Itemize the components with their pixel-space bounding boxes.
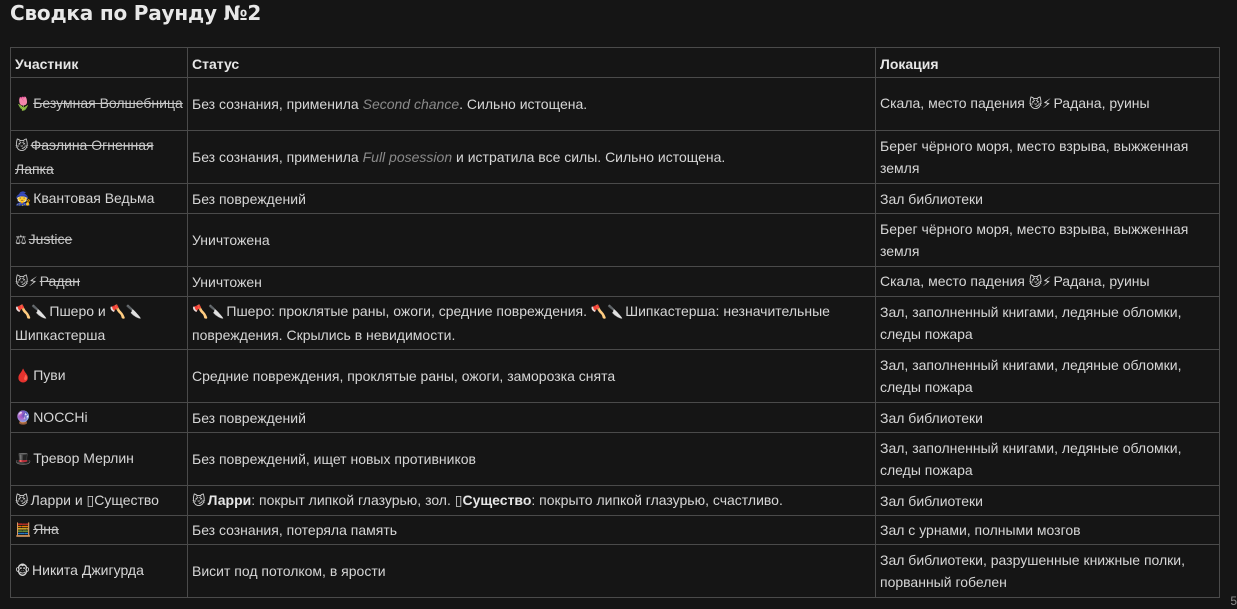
status-bold-name: Существо: [462, 491, 532, 508]
location-cell: [876, 267, 1220, 297]
location-cell: Зал с урнами, полными мозгов: [876, 516, 1220, 545]
participant-name: Фаэлина Огненная Лапка: [15, 137, 154, 177]
axe-knife-icon: 🪓🔪: [15, 305, 48, 320]
participant-cell: [11, 403, 188, 433]
participant-cell: [11, 267, 188, 297]
status-ability: Second chance: [362, 96, 460, 112]
status-cell: [188, 486, 876, 516]
participant-name-struck: [15, 521, 59, 537]
location-cell: Зал, заполненный книгами, ледяные обломки, следы пожара: [876, 433, 1220, 486]
column-header-participant: Участник: [11, 48, 188, 78]
status-cell: [188, 78, 876, 131]
participant-name: Пшеро и: [49, 303, 106, 319]
location-text: Скала, место падения: [880, 272, 1029, 289]
top-hat-icon: 🎩: [15, 452, 32, 467]
participant-name: Никита Джигурда: [32, 562, 144, 578]
participant-cell: [11, 516, 188, 545]
scales-icon: ⚖: [15, 233, 27, 248]
location-text: Скала, место падения: [880, 95, 1029, 111]
cat-lightning-icon: 😼⚡: [1028, 274, 1052, 290]
status-ability: Full posession: [362, 149, 453, 165]
axe-knife-icon: 🪓🔪: [590, 305, 624, 320]
table-body: [11, 78, 1220, 598]
status-cell: Уничтожен: [188, 267, 876, 297]
participant-name: NOCCHi: [33, 408, 88, 425]
status-text: и истратила все силы. Сильно истощена.: [452, 149, 726, 165]
location-cell: Зал, заполненный книгами, ледяные обломки, следы пожара: [876, 297, 1220, 350]
table-row: [11, 516, 1220, 545]
participant-cell: [11, 545, 188, 598]
witch-icon: 🧙: [15, 191, 32, 207]
table-row: [11, 350, 1220, 403]
participant-cell: [11, 78, 188, 131]
table-row: [11, 267, 1220, 297]
status-text: : покрыт липкой глазурью, зол. ▯: [251, 491, 463, 508]
participant-cell: [11, 486, 188, 516]
table-row: [11, 433, 1220, 486]
participant-cell: [11, 433, 188, 486]
status-text: Без сознания, применила: [192, 96, 363, 112]
axe-knife-icon: 🪓🔪: [192, 305, 225, 320]
location-cell: Зал библиотеки: [876, 184, 1220, 214]
status-cell: [188, 131, 876, 184]
participant-cell: [11, 350, 188, 403]
participant-cell: [11, 214, 188, 267]
status-text: Пшеро: проклятые раны, ожоги, средние повреждения.: [226, 303, 591, 319]
location-cell: Берег чёрного моря, место взрыва, выжженная земля: [876, 214, 1220, 267]
participant-name: Шипкастерша: [15, 327, 106, 343]
status-cell: Без сознания, потеряла память: [188, 516, 876, 545]
location-cell: Берег чёрного моря, место взрыва, выжженная земля: [876, 131, 1220, 184]
participant-name: Квантовая Ведьма: [33, 189, 155, 206]
participant-name: Justice: [28, 231, 73, 247]
status-cell: [188, 297, 876, 350]
participant-cell: [11, 184, 188, 214]
column-header-status: Статус: [188, 48, 876, 78]
participant-name: Пуви: [33, 367, 66, 383]
monkey-icon: 🐵: [15, 564, 31, 579]
status-text: Без сознания, применила: [192, 149, 363, 165]
location-cell: Зал библиотеки, разрушенные книжные полки, порванный гобелен: [876, 545, 1220, 598]
status-cell: Без повреждений, ищет новых противников: [188, 433, 876, 486]
location-cell: [876, 78, 1220, 131]
location-text: Радана, руины: [1053, 272, 1150, 289]
column-header-location: Локация: [876, 48, 1220, 78]
tulip-icon: 🌷: [15, 97, 32, 112]
status-cell: Без повреждений: [188, 184, 876, 214]
cat-icon: 😼: [15, 493, 29, 509]
abacus-icon: 🧮: [15, 523, 32, 538]
table-row: [11, 184, 1220, 214]
participant-name-struck: [15, 137, 154, 177]
location-cell: Зал библиотеки: [876, 486, 1220, 516]
table-row: [11, 486, 1220, 516]
status-bold-name: Ларри: [207, 491, 252, 508]
table-header-row: [11, 48, 1220, 78]
status-cell: Без повреждений: [188, 403, 876, 433]
participant-name: Тревор Мерлин: [33, 450, 134, 466]
participant-name: Безумная Волшебница: [33, 95, 183, 111]
location-cell: Зал библиотеки: [876, 403, 1220, 433]
table-row: [11, 78, 1220, 131]
participant-cell: [11, 131, 188, 184]
participant-name: Яна: [33, 521, 59, 537]
table-row: [11, 403, 1220, 433]
location-text: Радана, руины: [1053, 95, 1150, 111]
participant-cell: [11, 297, 188, 350]
participant-name: Ларри и ▯Существо: [30, 491, 159, 508]
status-text: . Сильно истощена.: [459, 96, 588, 112]
table-row: [11, 545, 1220, 598]
table-row: [11, 131, 1220, 184]
cat-lightning-icon: 😼⚡: [1028, 97, 1052, 112]
status-cell: Уничтожена: [188, 214, 876, 267]
status-text: : покрыто липкой глазурью, счастливо.: [531, 491, 783, 508]
location-cell: Зал, заполненный книгами, ледяные обломки, следы пожара: [876, 350, 1220, 403]
round-summary-table: [10, 47, 1220, 598]
participant-name-struck: [15, 273, 80, 289]
status-cell: Висит под потолком, в ярости: [188, 545, 876, 598]
participant-name: Радан: [39, 272, 81, 289]
cat-icon: 😼: [192, 493, 206, 509]
cat-icon: 😼: [15, 139, 29, 154]
crystal-ball-icon: 🔮: [15, 410, 32, 426]
drop-icon: 🩸: [15, 369, 32, 384]
cat-lightning-icon: 😼⚡: [15, 274, 38, 290]
axe-knife-icon: 🪓🔪: [109, 305, 143, 320]
table-row: [11, 214, 1220, 267]
page-title: Сводка по Раунду №2: [10, 1, 262, 25]
participant-name-struck: [15, 231, 72, 247]
status-text: Шипкастерша: незначительные повреждения. Скрылись в невидимости.: [192, 303, 830, 343]
table-row: [11, 297, 1220, 350]
page-number: 5: [1230, 594, 1237, 608]
status-cell: Средние повреждения, проклятые раны, ожоги, заморозка снята: [188, 350, 876, 403]
participant-name-struck: [15, 95, 183, 111]
